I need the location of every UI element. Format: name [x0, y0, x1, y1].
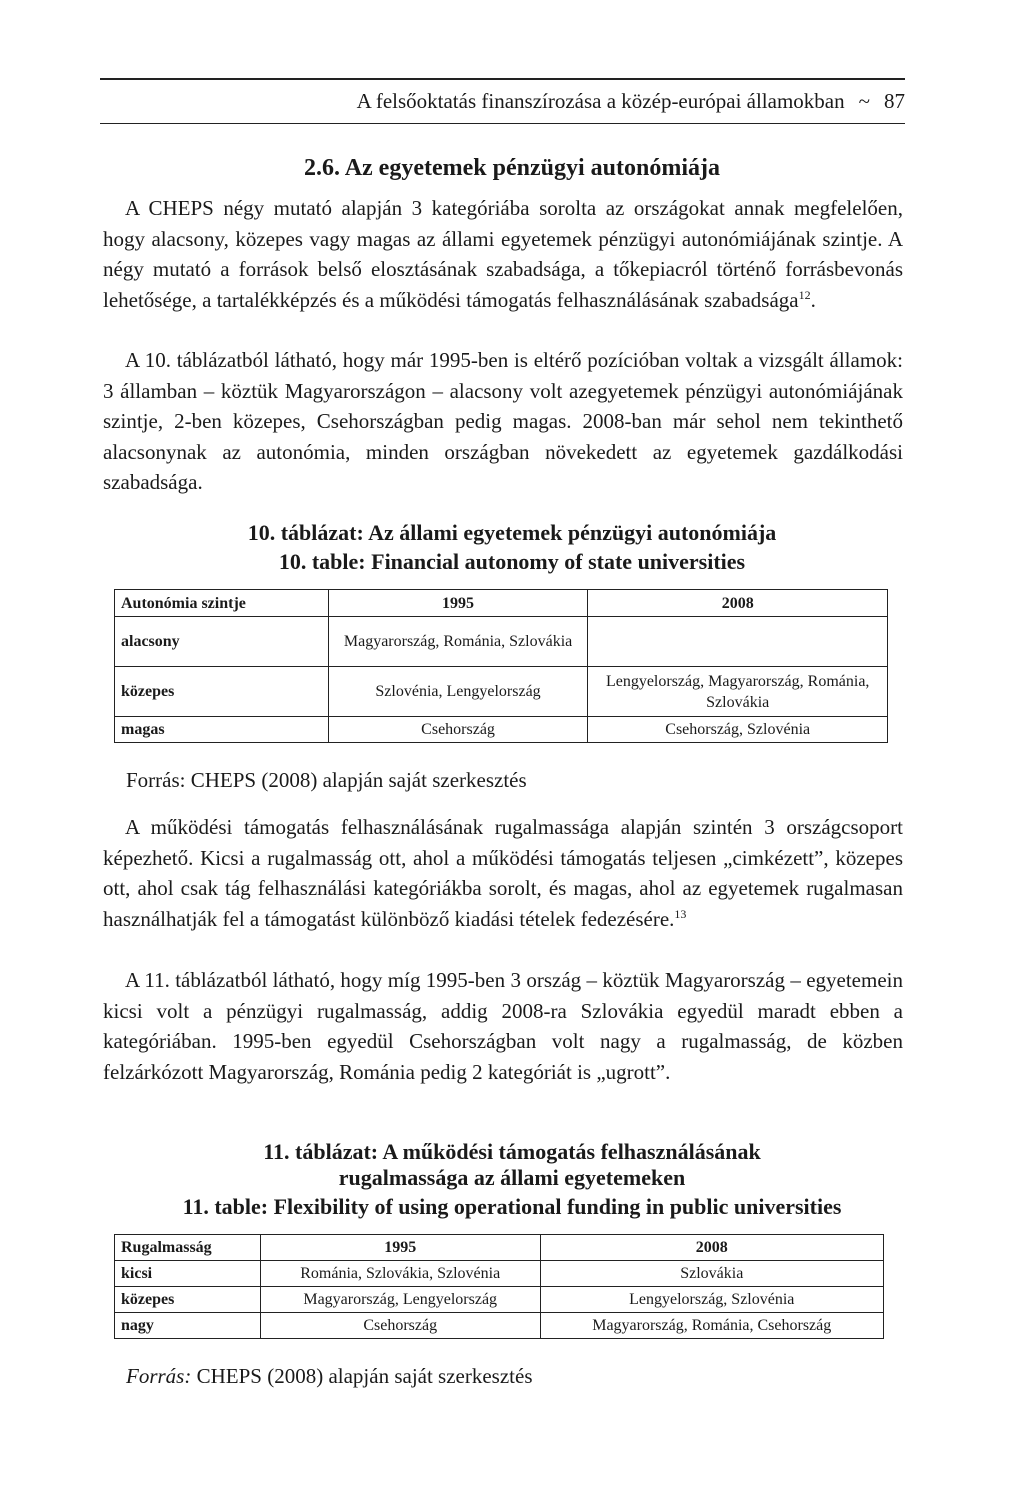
- table-10-caption-hu: 10. táblázat: Az állami egyetemek pénzügyi autonómiája: [247, 520, 777, 545]
- paragraph-2: A 10. táblázatból látható, hogy már 1995-ben is eltérő pozícióban voltak a vizsgált államok: 3 államban – köztük Magyarországon – alacsony volt azegyetemek pénzügyi autonómiájának szintje, 2-ben közepes, Csehországban pedig magas. 2008-ban már sehol nem tekinthető alacsonynak az autonómia, minden országban növekedett az egyetemek gazdálkodási szabadsága.: [103, 348, 903, 494]
- table-row: [115, 1235, 884, 1261]
- table-10: [114, 589, 888, 743]
- table-cell: kicsi: [115, 1261, 261, 1287]
- table-cell: Csehország, Szlovénia: [588, 717, 888, 743]
- header-separator: ~: [858, 89, 870, 113]
- table-cell: alacsony: [115, 617, 329, 667]
- footnote-ref-13: 13: [674, 906, 687, 921]
- table-cell: Csehország: [260, 1313, 540, 1339]
- table-cell: közepes: [115, 667, 329, 717]
- paragraph-3: [103, 812, 903, 934]
- table-10-source: Forrás: CHEPS (2008) alapján saját szerkesztés: [126, 768, 527, 792]
- table-cell: közepes: [115, 1287, 261, 1313]
- table-cell: Románia, Szlovákia, Szlovénia: [260, 1261, 540, 1287]
- table-cell: [588, 617, 888, 667]
- page-number: 87: [884, 89, 905, 113]
- table-cell: Lengyelország, Magyarország, Románia, Szlovákia: [588, 667, 888, 717]
- table-row: [115, 1313, 884, 1339]
- running-title: A felsőoktatás finanszírozása a közép-európai államokban: [356, 89, 845, 113]
- table-header-cell: Autonómia szintje: [115, 590, 329, 617]
- table-cell: Csehország: [328, 717, 588, 743]
- table-cell: Magyarország, Lengyelország: [260, 1287, 540, 1313]
- table-11-source-text: CHEPS (2008) alapján saját szerkesztés: [196, 1364, 533, 1388]
- table-header-cell: 1995: [328, 590, 588, 617]
- table-11-caption-hu-line1: 11. táblázat: A működési támogatás felhasználásának: [263, 1139, 761, 1164]
- table-row: [115, 667, 888, 717]
- table-row: [115, 590, 888, 617]
- table-cell: Szlovákia: [540, 1261, 884, 1287]
- table-header-cell: 2008: [588, 590, 888, 617]
- section-title: 2.6. Az egyetemek pénzügyi autonómiája: [304, 155, 720, 181]
- table-11-source: [126, 1364, 533, 1389]
- footnote-ref-12: 12: [798, 287, 811, 302]
- table-header-cell: Rugalmasság: [115, 1235, 261, 1261]
- table-row: [115, 1261, 884, 1287]
- table-cell: Lengyelország, Szlovénia: [540, 1287, 884, 1313]
- running-header: [100, 78, 905, 124]
- table-header-cell: 1995: [260, 1235, 540, 1261]
- table-row: [115, 617, 888, 667]
- paragraph-4: A 11. táblázatból látható, hogy míg 1995-ben 3 ország – köztük Magyarország – egyetemein kicsi volt a pénzügyi rugalmasság, addig 2008-ra Szlovákia egyedül maradt ebben a kategóriában. 1995-ben egyedül Csehországban volt nagy a rugalmasság, de közben felzárkózott Magyarország, Románia pedig 2 kategóriát is „ugrott”.: [103, 968, 903, 1084]
- table-cell: Magyarország, Románia, Szlovákia: [328, 617, 588, 667]
- table-11: [114, 1234, 884, 1339]
- table-cell: Magyarország, Románia, Csehország: [540, 1313, 884, 1339]
- table-11-source-label: Forrás:: [126, 1364, 192, 1388]
- paragraph-3-text: A működési támogatás felhasználásának rugalmassága alapján szintén 3 országcsoport képezhető. Kicsi a rugalmasság ott, ahol a működési támogatás teljesen „cimkézett”, közepes ott, ahol csak tág felhasználási kategóriákba sorolt, és magas, ahol az egyetemek rugalmasan használhatják fel a támogatást különböző kiadási tételek fedezésére.: [103, 815, 903, 931]
- table-cell: magas: [115, 717, 329, 743]
- table-cell: Szlovénia, Lengyelország: [328, 667, 588, 717]
- table-11-caption-en: 11. table: Flexibility of using operational funding in public universities: [182, 1194, 842, 1219]
- table-10-caption-en: 10. table: Financial autonomy of state universities: [278, 549, 746, 574]
- paragraph-1-text: A CHEPS négy mutató alapján 3 kategóriába sorolta az országokat annak megfelelően, hogy alacsony, közepes vagy magas az állami egyetemek pénzügyi autonómiájának szintje. A négy mutató a források belső elosztásának szabadsága, a tőkepiacról történő forrásbevonás lehetősége, a tartalékképzés és a működési támogatás felhasználásának szabadsága: [103, 196, 903, 312]
- table-header-cell: 2008: [540, 1235, 884, 1261]
- table-cell: nagy: [115, 1313, 261, 1339]
- table-row: [115, 717, 888, 743]
- paragraph-1: [103, 193, 903, 315]
- table-row: [115, 1287, 884, 1313]
- table-11-caption-hu-line2: rugalmassága az állami egyetemeken: [338, 1165, 686, 1190]
- paragraph-1-end: .: [810, 287, 816, 312]
